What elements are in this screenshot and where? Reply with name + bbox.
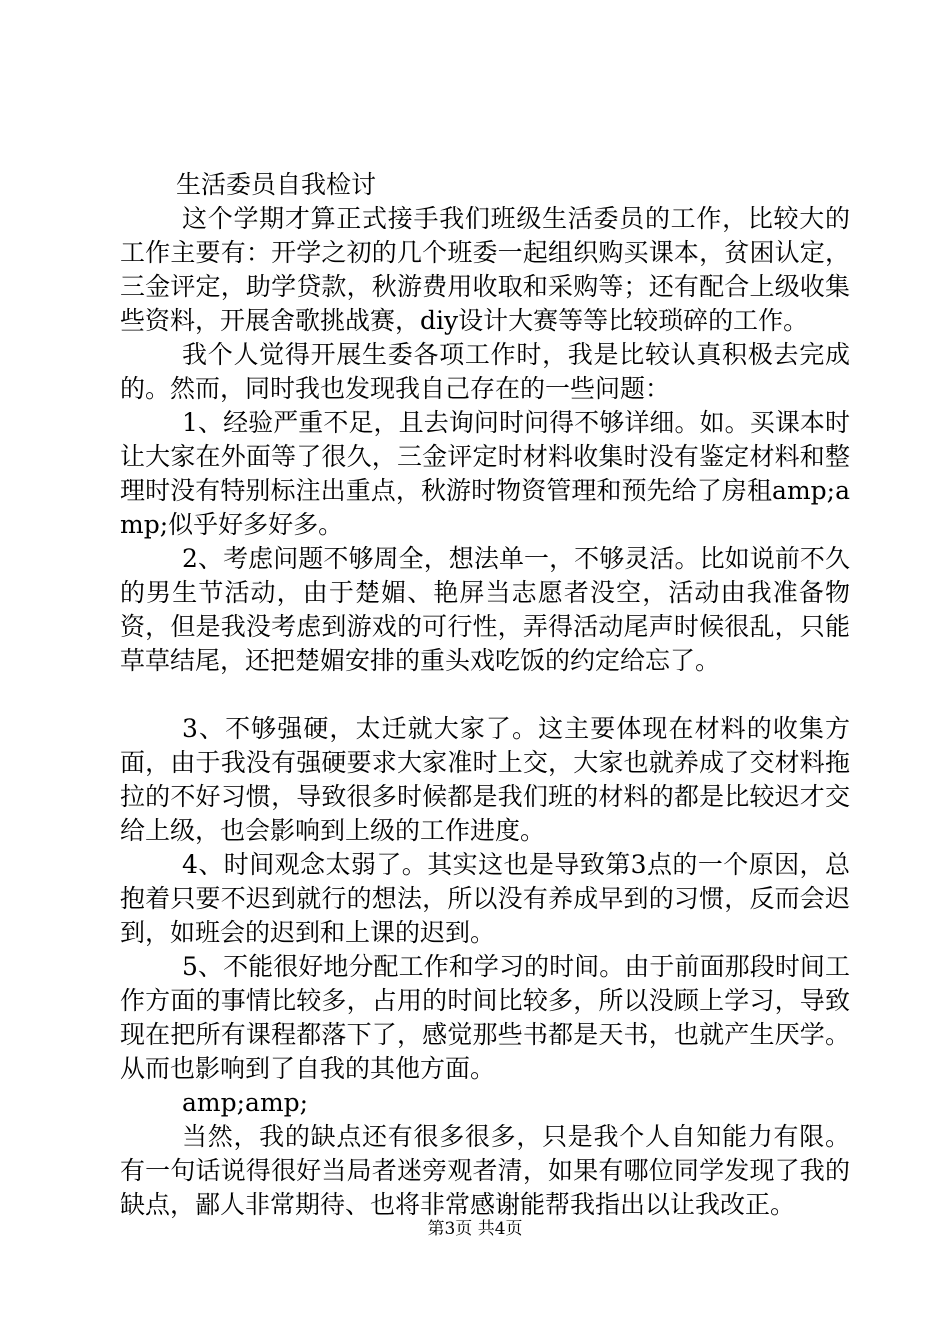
paragraph-issue-3: 3、不够强硬，太迁就大家了。这主要体现在材料的收集方面，由于我没有强硬要求大家准时上交，大家也就养成了交材料拖拉的不好习惯，导致很多时候都是我们班的材料的都是比较迟才交给上级，也会影响到上级的工作进度。	[120, 714, 850, 845]
paragraph-issue-1: 1、经验严重不足，且去询问时问得不够详细。如。买课本时让大家在外面等了很久，三金评定时材料收集时没有鉴定材料和整理时没有特别标注出重点，秋游时物资管理和预先给了房租amp;amp;似乎好多好多。	[120, 408, 850, 539]
paragraph-issue-2: 2、考虑问题不够周全，想法单一，不够灵活。比如说前不久的男生节活动，由于楚媚、艳屏当志愿者没空，活动由我准备物资，但是我没考虑到游戏的可行性，弄得活动尾声时候很乱，只能草草结尾，还把楚媚安排的重头戏吃饭的约定给忘了。	[120, 544, 850, 675]
document-body	[120, 168, 850, 1222]
paragraph-issue-4: 4、时间观念太弱了。其实这也是导致第3点的一个原因，总抱着只要不迟到就行的想法，所以没有养成早到的习惯，反而会迟到，如班会的迟到和上课的迟到。	[120, 850, 850, 947]
paragraph-separator: amp;amp;	[182, 1088, 309, 1117]
paragraph-intro: 这个学期才算正式接手我们班级生活委员的工作，比较大的工作主要有：开学之初的几个班委一起组织购买课本，贫困认定，三金评定，助学贷款，秋游费用收取和采购等；还有配合上级收集些资料，开展舍歌挑战赛，diy设计大赛等等比较琐碎的工作。	[120, 204, 850, 335]
paragraph-self-assessment: 我个人觉得开展生委各项工作时，我是比较认真积极去完成的。然而，同时我也发现我自己存在的一些问题：	[120, 340, 850, 403]
page-footer: 第3页 共4页	[427, 1219, 523, 1239]
document-title: 生活委员自我检讨	[176, 170, 377, 199]
paragraph-issue-5: 5、不能很好地分配工作和学习的时间。由于前面那段时间工作方面的事情比较多，占用的时间比较多，所以没顾上学习，导致现在把所有课程都落下了，感觉那些书都是天书，也就产生厌学。从而也影响到了自我的其他方面。	[120, 952, 850, 1083]
paragraph-conclusion: 当然，我的缺点还有很多很多，只是我个人自知能力有限。有一句话说得很好当局者迷旁观者清，如果有哪位同学发现了我的缺点，鄙人非常期待、也将非常感谢能帮我指出以让我改正。	[120, 1122, 850, 1219]
